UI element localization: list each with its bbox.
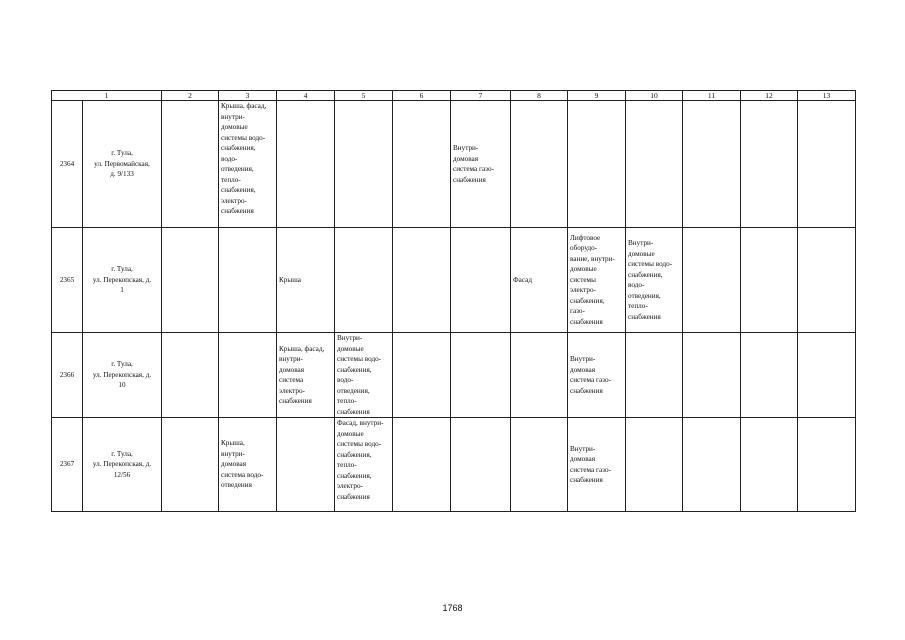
cell-line: тепло- — [337, 397, 357, 405]
cell-line: снабжения — [570, 476, 603, 484]
cell-col-10 — [626, 418, 683, 512]
cell-line: снабжения — [221, 207, 254, 215]
address-line: 10 — [118, 381, 126, 390]
cell-line: внутри- — [221, 112, 245, 121]
cell-col-12 — [741, 101, 798, 228]
cell-col-5 — [335, 333, 393, 418]
header-row — [52, 91, 856, 101]
cell-col-11 — [683, 418, 741, 512]
cell-col-13 — [798, 228, 856, 333]
header-cell: 6 — [393, 91, 451, 101]
cell-line: системы водо- — [628, 260, 673, 268]
cell-col-4 — [277, 418, 335, 512]
cell-line: водо- — [337, 376, 354, 384]
cell-col-9 — [568, 418, 626, 512]
cell-line: система водо- — [221, 470, 264, 479]
header-cell: 5 — [335, 91, 393, 101]
cell-col-13 — [798, 333, 856, 418]
row-number: 2367 — [52, 418, 83, 512]
cell-line: снабжения — [628, 312, 661, 321]
cell-col-3 — [219, 418, 277, 512]
cell-col-3 — [219, 228, 277, 333]
cell-col-11 — [683, 101, 741, 228]
header-cell: 11 — [683, 91, 741, 101]
address-line: д. 9/133 — [110, 170, 134, 179]
header-cell: 3 — [219, 91, 277, 101]
cell-line: домовые — [221, 123, 248, 131]
cell-line: вание, внутри- — [570, 254, 615, 263]
cell-line: снабжения — [570, 317, 603, 326]
cell-line: отведения, — [221, 165, 254, 173]
cell-col-3 — [219, 101, 277, 228]
cell-col-6 — [393, 101, 451, 228]
cell-line: тепло- — [628, 302, 648, 310]
table-row — [52, 228, 856, 333]
row-number: 2365 — [52, 228, 83, 333]
cell-col-4 — [277, 333, 335, 418]
header-cell: 4 — [277, 91, 335, 101]
cell-line: домовые — [628, 249, 655, 258]
cell-col-10 — [626, 228, 683, 333]
cell-line: Лифтовое — [570, 233, 601, 242]
cell-col-11 — [683, 228, 741, 333]
address-cell — [83, 101, 162, 228]
cell-line: Внутри- — [453, 144, 479, 152]
header-cell: 8 — [511, 91, 568, 101]
cell-col-8 — [511, 228, 568, 333]
cell-line: внутри- — [221, 449, 245, 458]
header-cell: 13 — [798, 91, 856, 101]
cell-line: снабжения, — [337, 365, 372, 374]
cell-col-3 — [219, 333, 277, 418]
cell-line: снабжения, — [570, 296, 605, 305]
cell-col-8 — [511, 333, 568, 418]
cell-line: домовые — [337, 429, 364, 438]
cell-line: домовая — [279, 365, 305, 374]
cell-col-5 — [335, 101, 393, 228]
cell-line: Внутри- — [570, 355, 596, 363]
cell-line: электро- — [337, 482, 363, 490]
cell-line: системы — [570, 275, 596, 284]
cell-line: газо- — [570, 307, 585, 316]
cell-line: снабжения — [279, 397, 312, 405]
page-number: 1768 — [442, 603, 463, 613]
address-line: ул. Перекопская, д. — [92, 275, 152, 284]
cell-col-10 — [626, 333, 683, 418]
cell-line: отведения — [221, 481, 252, 490]
address-line: г. Тула, — [111, 265, 133, 274]
cell-line: Внутри- — [628, 239, 654, 247]
cell-line: системы водо- — [337, 440, 382, 448]
cell-col-7 — [451, 333, 511, 418]
cell-col-13 — [798, 418, 856, 512]
cell-line: отведения, — [337, 386, 370, 395]
cell-line: Фасад — [513, 275, 532, 284]
cell-col-5 — [335, 418, 393, 512]
address-line: 12/56 — [113, 470, 131, 479]
cell-line: домовая — [221, 460, 247, 469]
address-cell — [83, 333, 162, 418]
cell-line: снабжения, — [221, 186, 256, 194]
table-row — [52, 418, 856, 512]
cell-col-4 — [277, 228, 335, 333]
cell-col-7 — [451, 101, 511, 228]
cell-col-11 — [683, 333, 741, 418]
cell-col-9 — [568, 333, 626, 418]
cell-line: снабжения — [570, 386, 603, 395]
cell-line: оборудо- — [570, 244, 598, 253]
cell-line: система газо- — [570, 465, 611, 474]
cell-line: электро- — [279, 386, 305, 395]
cell-line: Крыша, — [221, 439, 245, 448]
cell-line: водо- — [628, 281, 645, 289]
cell-line: система газо- — [570, 376, 611, 384]
address-line: ул. Первомайская, — [94, 159, 150, 168]
cell-line: снабжения — [337, 492, 370, 501]
cell-line: снабжения — [453, 175, 486, 184]
cell-col-12 — [741, 418, 798, 512]
cell-line: системы водо- — [221, 133, 266, 142]
address-cell — [83, 418, 162, 512]
cell-line: Внутри- — [337, 334, 363, 342]
row-number: 2366 — [52, 333, 83, 418]
row-number: 2364 — [52, 101, 83, 228]
cell-line: снабжения, — [337, 450, 372, 459]
cell-col-9 — [568, 101, 626, 228]
cell-line: системы водо- — [337, 355, 382, 363]
cell-col-5 — [335, 228, 393, 333]
cell-col-6 — [393, 333, 451, 418]
header-cell: 12 — [741, 91, 798, 101]
cell-col-9 — [568, 228, 626, 333]
cell-col-7 — [451, 418, 511, 512]
header-cell: 9 — [568, 91, 626, 101]
cell-col-6 — [393, 418, 451, 512]
cell-line: внутри- — [279, 355, 303, 363]
cell-line: электро- — [221, 196, 247, 205]
cell-line: домовая — [570, 455, 596, 463]
address-line: г. Тула, — [111, 360, 133, 369]
cell-col-6 — [393, 228, 451, 333]
cell-line: домовая — [570, 365, 596, 374]
cell-line: снабжения — [337, 407, 370, 416]
cell-line: снабжения, — [221, 144, 256, 152]
cell-line: Крыша, фасад, — [279, 344, 325, 353]
table-row — [52, 333, 856, 418]
cell-line: Фасад, внутри- — [337, 419, 384, 427]
address-cell — [83, 228, 162, 333]
cell-line: система — [279, 376, 304, 384]
cell-col-12 — [741, 333, 798, 418]
cell-line: снабжения, — [337, 471, 372, 480]
cell-line: Крыша — [279, 275, 301, 284]
cell-col-2 — [162, 333, 219, 418]
cell-col-7 — [451, 228, 511, 333]
cell-line: водо- — [221, 154, 238, 163]
address-line: 1 — [120, 286, 124, 295]
address-line: ул. Перекопская, д. — [92, 460, 152, 469]
header-cell: 2 — [162, 91, 219, 101]
table-row — [52, 101, 856, 228]
cell-line: снабжения, — [628, 270, 663, 279]
cell-col-2 — [162, 228, 219, 333]
cell-line: Крыша, фасад, — [221, 102, 267, 110]
header-cell: 10 — [626, 91, 683, 101]
cell-line: домовые — [570, 265, 597, 274]
cell-line: домовая — [453, 154, 479, 163]
address-line: г. Тула, — [111, 149, 133, 158]
header-cell: 1 — [52, 91, 162, 101]
cell-col-8 — [511, 101, 568, 228]
cell-line: отведения, — [628, 291, 661, 300]
cell-line: домовые — [337, 344, 364, 353]
cell-line: тепло- — [221, 175, 241, 184]
cell-col-8 — [511, 418, 568, 512]
cell-line: Внутри- — [570, 444, 596, 453]
address-line: ул. Перекопская, д. — [92, 370, 152, 379]
cell-line: электро- — [570, 286, 596, 295]
cell-line: система газо- — [453, 165, 494, 173]
cell-col-2 — [162, 101, 219, 228]
works-table — [51, 90, 856, 512]
cell-col-2 — [162, 418, 219, 512]
header-cell: 7 — [451, 91, 511, 101]
cell-col-13 — [798, 101, 856, 228]
cell-line: тепло- — [337, 461, 357, 469]
cell-col-10 — [626, 101, 683, 228]
address-line: г. Тула, — [111, 449, 133, 458]
cell-col-4 — [277, 101, 335, 228]
cell-col-12 — [741, 228, 798, 333]
